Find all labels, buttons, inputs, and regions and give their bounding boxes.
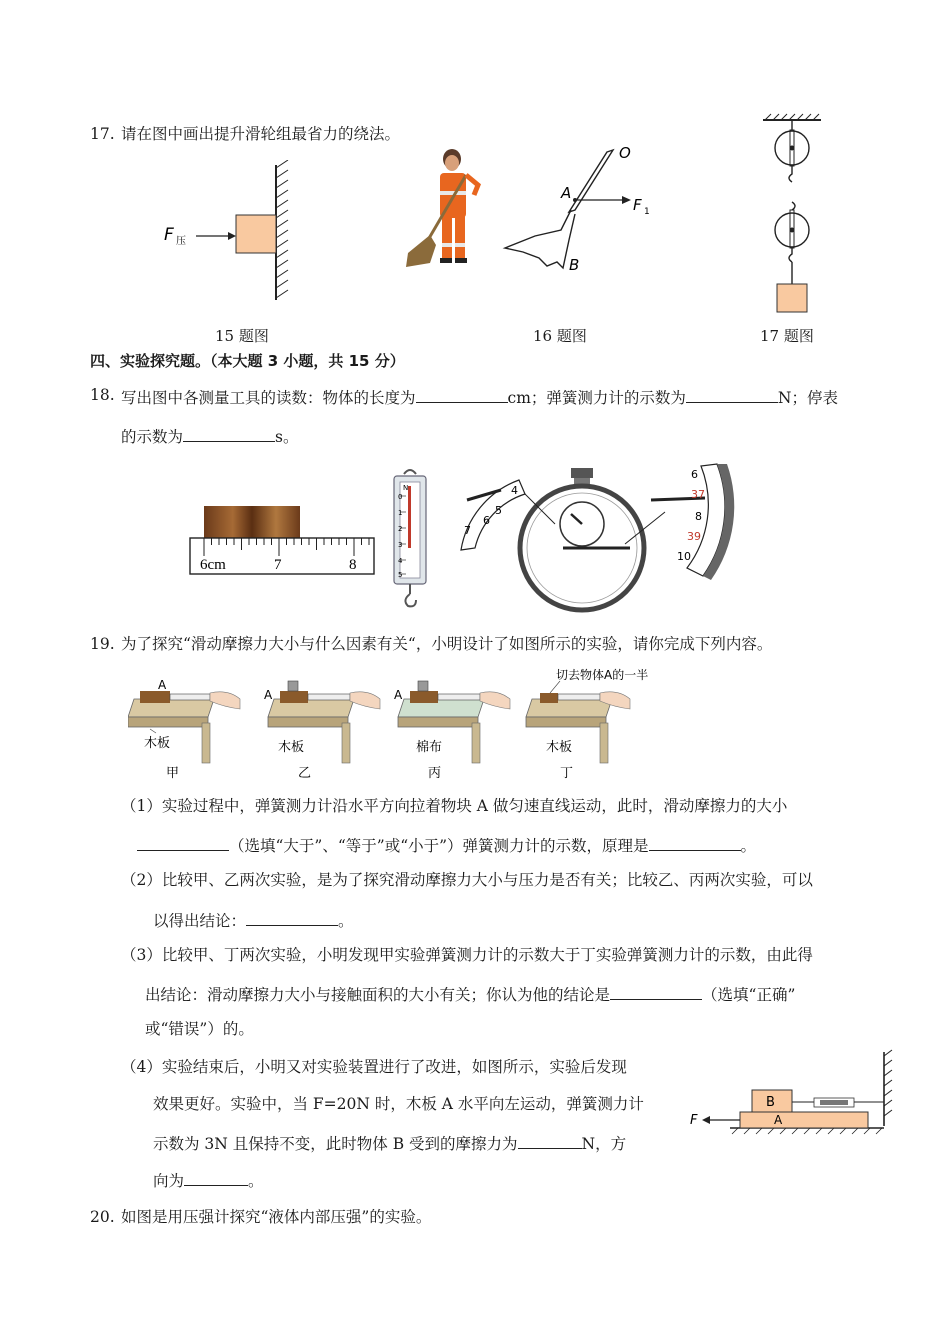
scale-tick-2: 2 <box>398 525 403 533</box>
bing-name: 丙 <box>428 766 442 781</box>
q19-p1-line1: （1）实验过程中，弹簧测力计沿水平方向拉着物块 A 做匀速直线运动，此时，滑动摩擦力的大小 <box>121 797 788 815</box>
fig16-label-O: O <box>619 144 631 162</box>
q18-blank-time[interactable] <box>183 427 275 442</box>
q18-text-c: N；停表 <box>777 389 838 407</box>
figure-15-block-wall <box>160 160 300 305</box>
q19-p4-text-c1: 示数为 3N 且保持不变，此时物体 B 受到的摩擦力为 <box>153 1135 518 1153</box>
yi-name: 乙 <box>298 766 312 781</box>
stopwatch-right-arc-10: 10 <box>677 550 691 563</box>
q19-p2-text-b: 以得出结论： <box>153 912 247 930</box>
fig16-label-F: F <box>633 196 642 214</box>
stopwatch-right-arc-8: 8 <box>695 510 702 523</box>
ruler-label-8: 8 <box>349 557 357 573</box>
scale-tick-4: 4 <box>398 557 403 565</box>
spring-scale <box>388 468 433 613</box>
q19-blank-friction[interactable] <box>518 1134 582 1149</box>
scale-tick-5: 5 <box>398 571 403 579</box>
apparatus-label-F: F <box>690 1113 698 1128</box>
q19-p4-line2: 效果更好。实验中，当 F=20N 时，木板 A 水平向左运动，弹簧测力计 <box>153 1095 644 1113</box>
q19-blank-correctness[interactable] <box>610 985 702 1000</box>
q19-p4-line3 <box>153 1134 626 1153</box>
setup-ding <box>526 667 648 781</box>
q19-p3-text-c: （选填“正确” <box>702 986 796 1004</box>
jia-name: 甲 <box>166 766 180 781</box>
q19-p3-line2 <box>145 985 795 1004</box>
ruler-with-block <box>188 500 378 580</box>
q19-p4-line1: （4）实验结束后，小明又对实验装置进行了改进，如图所示，实验后发现 <box>121 1058 627 1076</box>
q18-text-b: cm；弹簧测力计的示数为 <box>507 389 686 407</box>
apparatus-label-A: A <box>774 1113 783 1127</box>
friction-setups-figure <box>128 665 648 785</box>
section-4-title: 四、实验探究题。（本大题 3 小题，共 15 分） <box>90 352 405 370</box>
improved-apparatus-figure <box>690 1048 895 1138</box>
scale-tick-3: 3 <box>398 541 403 549</box>
ruler-label-7: 7 <box>274 557 282 573</box>
question-19-number: 19. <box>90 635 115 653</box>
q19-p3-text-b: 出结论：滑动摩擦力大小与接触面积的大小有关；你认为他的结论是 <box>145 986 611 1004</box>
fig17-caption: 17 题图 <box>760 327 814 345</box>
ding-name: 丁 <box>560 766 574 781</box>
ding-note: 切去物体A的一半 <box>556 668 648 682</box>
setup-yi <box>264 681 380 781</box>
jia-surface: 木板 <box>144 736 171 751</box>
stopwatch-right-arc-39: 39 <box>687 530 701 543</box>
q19-blank-principle[interactable] <box>649 836 741 851</box>
q18-blank-length[interactable] <box>416 388 508 403</box>
q19-p2-line1: （2）比较甲、乙两次实验，是为了探究滑动摩擦力大小与压力是否有关；比较乙、丙两次实验，可以 <box>121 871 813 889</box>
q19-p1-text-c: 。 <box>740 837 757 855</box>
stopwatch-left-arc-7: 7 <box>464 524 471 537</box>
fig16-label-A: A <box>561 184 572 202</box>
q19-blank-compare[interactable] <box>137 836 229 851</box>
scale-tick-0: 0 <box>398 493 403 501</box>
stopwatch-right-arc-6: 6 <box>691 468 698 481</box>
stopwatch <box>455 462 735 617</box>
q19-p3-line1: （3）比较甲、丁两次实验，小明发现甲实验弹簧测力计的示数大于丁实验弹簧测力计的示数，由此得 <box>121 946 813 964</box>
q18-text-e: s。 <box>275 428 299 446</box>
q19-p4-text-d2: 。 <box>248 1172 264 1190</box>
bing-surface: 棉布 <box>416 740 443 755</box>
stopwatch-left-arc-5: 5 <box>495 504 502 517</box>
fig15-force-subscript: 压 <box>176 236 186 247</box>
question-19-intro: 为了探究“滑动摩擦力大小与什么因素有关“，小明设计了如图所示的实验，请你完成下列内容。 <box>121 635 773 653</box>
jia-label-A: A <box>158 678 167 692</box>
question-17-number: 17. <box>90 125 115 143</box>
question-18-number: 18. <box>90 386 115 404</box>
ding-surface: 木板 <box>546 740 573 755</box>
setup-bing <box>394 681 510 781</box>
scale-unit-N: N <box>403 484 409 492</box>
question-20-text: 如图是用压强计探究“液体内部压强”的实验。 <box>121 1208 432 1226</box>
figure-17-pulley-system <box>755 112 830 317</box>
question-18-line1 <box>121 388 838 407</box>
fig16-caption: 16 题图 <box>533 327 587 345</box>
fig15-caption: 15 题图 <box>215 327 269 345</box>
apparatus-label-B: B <box>766 1095 775 1110</box>
q18-text-a: 写出图中各测量工具的读数：物体的长度为 <box>121 389 416 407</box>
question-18-line2 <box>121 427 298 446</box>
setup-jia <box>128 678 240 781</box>
q19-p3-line3: 或“错误”）的。 <box>145 1020 254 1038</box>
q19-p1-text-b: （选填“大于”、“等于”或“小于”）弹簧测力计的示数，原理是 <box>229 837 649 855</box>
fig15-force-label: F <box>164 225 174 245</box>
q19-p1-line2 <box>137 836 756 855</box>
q19-p4-text-c2: N，方 <box>581 1135 627 1153</box>
q19-blank-direction[interactable] <box>184 1171 248 1186</box>
q19-p4-text-d1: 向为 <box>153 1172 185 1190</box>
q18-text-d: 的示数为 <box>121 428 184 446</box>
stopwatch-left-arc-6: 6 <box>483 514 490 527</box>
question-17-text: 请在图中画出提升滑轮组最省力的绕法。 <box>121 125 401 143</box>
q19-p2-text-c: 。 <box>338 912 354 930</box>
yi-label-A: A <box>264 688 273 702</box>
figure-16-broom-lever <box>495 140 665 280</box>
q19-p2-line2 <box>153 911 354 930</box>
q19-blank-conclusion[interactable] <box>246 911 338 926</box>
ruler-label-6cm: 6cm <box>200 557 226 573</box>
q19-p4-line4 <box>153 1171 264 1190</box>
scale-tick-1: 1 <box>398 509 403 517</box>
sweeper-person-image <box>400 145 490 270</box>
yi-surface: 木板 <box>278 740 305 755</box>
question-20-number: 20. <box>90 1208 115 1226</box>
stopwatch-right-arc-37: 37 <box>691 488 705 501</box>
stopwatch-left-arc-4: 4 <box>511 484 518 497</box>
fig16-label-F-sub: 1 <box>644 207 650 217</box>
bing-label-A: A <box>394 688 403 702</box>
q18-blank-force[interactable] <box>686 388 778 403</box>
fig16-label-B: B <box>569 256 580 274</box>
